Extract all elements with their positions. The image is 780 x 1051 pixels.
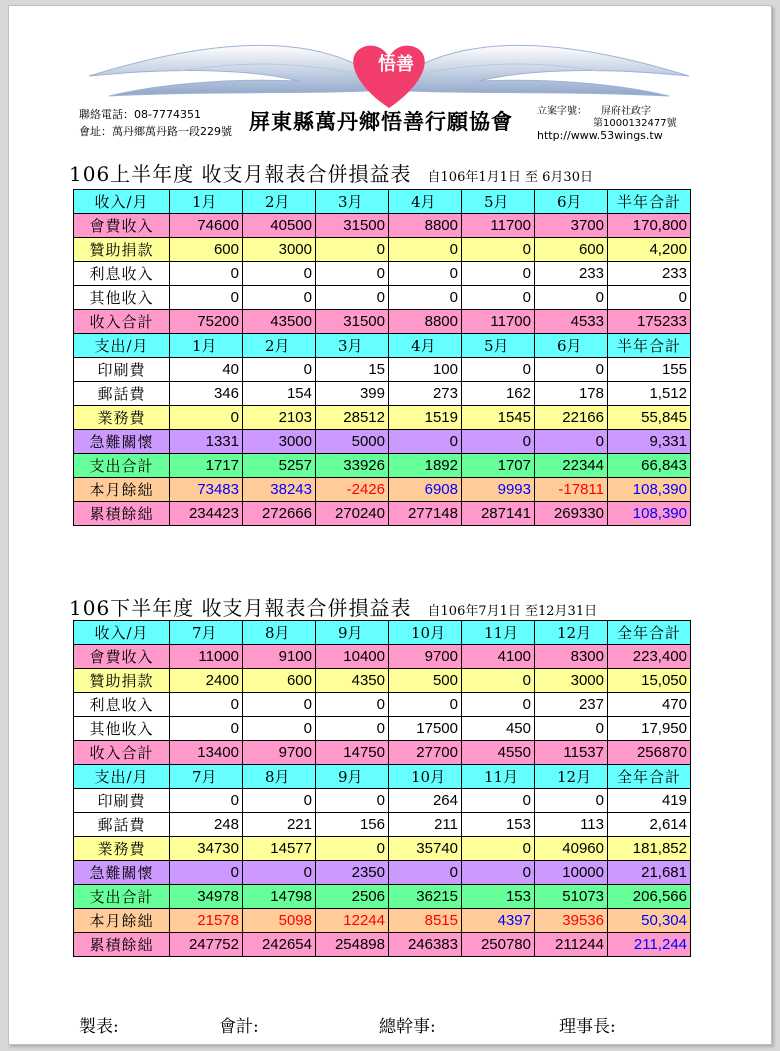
table-cell: 113 [535, 813, 608, 837]
table-cell: 1707 [462, 454, 535, 478]
table-cell: 0 [170, 406, 243, 430]
column-header: 全年合計 [608, 765, 691, 789]
row-label: 急難關懷 [74, 861, 170, 885]
table-cell: 1,512 [608, 382, 691, 406]
row-label: 利息收入 [74, 693, 170, 717]
table-row [74, 382, 691, 406]
table-cell: 10400 [316, 645, 389, 669]
table-cell: 15 [316, 358, 389, 382]
row-label: 累積餘絀 [74, 502, 170, 526]
table-cell: 3700 [535, 214, 608, 238]
table-cell: 36215 [389, 885, 462, 909]
row-label: 累積餘絀 [74, 933, 170, 957]
table-cell: 0 [170, 693, 243, 717]
table-row [74, 789, 691, 813]
row-label: 利息收入 [74, 262, 170, 286]
table-cell: 108,390 [608, 502, 691, 526]
table-cell: 5000 [316, 430, 389, 454]
table-cell: 0 [462, 837, 535, 861]
table-cell: 50,304 [608, 909, 691, 933]
table-cell: 181,852 [608, 837, 691, 861]
table-row [74, 286, 691, 310]
address: 會址：萬丹鄉萬丹路一段229號 [79, 125, 232, 138]
table-cell: 0 [462, 430, 535, 454]
table-cell: 155 [608, 358, 691, 382]
table-cell: 8800 [389, 310, 462, 334]
column-header: 3月 [316, 334, 389, 358]
table-row [74, 406, 691, 430]
table-cell: 223,400 [608, 645, 691, 669]
table-cell: 3000 [535, 669, 608, 693]
table-row [74, 837, 691, 861]
table-cell: 38243 [243, 478, 316, 502]
table-cell: 153 [462, 813, 535, 837]
column-header-label: 支出/月 [74, 334, 170, 358]
table-cell: 28512 [316, 406, 389, 430]
expense-header-row [74, 765, 691, 789]
column-header: 7月 [170, 765, 243, 789]
table-cell: 5098 [243, 909, 316, 933]
column-header: 11月 [462, 765, 535, 789]
table-cell: 0 [535, 286, 608, 310]
table-cell: 0 [462, 358, 535, 382]
table-cell: 4533 [535, 310, 608, 334]
table-cell: 39536 [535, 909, 608, 933]
column-header: 4月 [389, 190, 462, 214]
table-cell: 21,681 [608, 861, 691, 885]
table-cell: 346 [170, 382, 243, 406]
table-cell: 35740 [389, 837, 462, 861]
table-row [74, 454, 691, 478]
table-cell: 3000 [243, 238, 316, 262]
column-header: 8月 [243, 765, 316, 789]
table-row [74, 933, 691, 957]
table-cell: 43500 [243, 310, 316, 334]
table-cell: 270240 [316, 502, 389, 526]
first-half-table [73, 189, 691, 526]
table-row [74, 310, 691, 334]
table-cell: 5257 [243, 454, 316, 478]
column-header: 6月 [535, 334, 608, 358]
table-cell: 10000 [535, 861, 608, 885]
table-cell: 0 [462, 286, 535, 310]
column-header: 全年合計 [608, 621, 691, 645]
column-header-label: 收入/月 [74, 621, 170, 645]
row-label: 收入合計 [74, 741, 170, 765]
table-cell: 287141 [462, 502, 535, 526]
table-cell: 254898 [316, 933, 389, 957]
table-cell: 399 [316, 382, 389, 406]
registration-authority: 屏府社政字 [601, 106, 651, 117]
table-cell: 211244 [535, 933, 608, 957]
table-cell: 40960 [535, 837, 608, 861]
table-cell: 206,566 [608, 885, 691, 909]
letterhead [9, 6, 771, 146]
row-label: 郵話費 [74, 382, 170, 406]
table-cell: 74600 [170, 214, 243, 238]
table-cell: 75200 [170, 310, 243, 334]
table-cell: 0 [535, 430, 608, 454]
table-cell: 0 [462, 669, 535, 693]
table-cell: 55,845 [608, 406, 691, 430]
column-header: 1月 [170, 190, 243, 214]
table-cell: 13400 [170, 741, 243, 765]
table-cell: 600 [243, 669, 316, 693]
table-cell: 272666 [243, 502, 316, 526]
table-cell: 12244 [316, 909, 389, 933]
table-cell: 11700 [462, 214, 535, 238]
table-row [74, 813, 691, 837]
table-cell: 0 [389, 430, 462, 454]
table-cell: 250780 [462, 933, 535, 957]
table-cell: 0 [170, 789, 243, 813]
table-cell: 0 [243, 861, 316, 885]
table-cell: 0 [389, 693, 462, 717]
table-cell: 11700 [462, 310, 535, 334]
table-cell: 237 [535, 693, 608, 717]
table-cell: 1519 [389, 406, 462, 430]
column-header: 6月 [535, 190, 608, 214]
table-cell: 11537 [535, 741, 608, 765]
table-cell: 31500 [316, 310, 389, 334]
table-cell: 0 [535, 789, 608, 813]
row-label: 贊助捐款 [74, 238, 170, 262]
chairman-label: 理事長: [559, 1017, 616, 1037]
accountant-label: 會計: [219, 1017, 259, 1037]
table-cell: 1717 [170, 454, 243, 478]
second-half-table [73, 620, 691, 957]
table-cell: 2400 [170, 669, 243, 693]
table-cell: 40500 [243, 214, 316, 238]
table-cell: 9700 [389, 645, 462, 669]
table-cell: 2350 [316, 861, 389, 885]
table-cell: 4,200 [608, 238, 691, 262]
table-cell: 2103 [243, 406, 316, 430]
table-cell: 0 [389, 861, 462, 885]
row-label: 印刷費 [74, 789, 170, 813]
table-row [74, 741, 691, 765]
table-cell: 0 [535, 358, 608, 382]
table-cell: 0 [462, 693, 535, 717]
table-cell: 0 [462, 238, 535, 262]
column-header: 1月 [170, 334, 243, 358]
table-cell: -2426 [316, 478, 389, 502]
table-row [74, 909, 691, 933]
table-cell: 4350 [316, 669, 389, 693]
table-cell: 40 [170, 358, 243, 382]
column-header: 3月 [316, 190, 389, 214]
first-half-title: 106上半年度 收支月報表合併損益表 [69, 162, 412, 186]
column-header: 5月 [462, 190, 535, 214]
table-row [74, 693, 691, 717]
table-cell: 500 [389, 669, 462, 693]
first-half-title-row [69, 158, 729, 184]
table-row [74, 262, 691, 286]
table-cell: 14577 [243, 837, 316, 861]
column-header: 半年合計 [608, 190, 691, 214]
row-label: 印刷費 [74, 358, 170, 382]
row-label: 本月餘絀 [74, 909, 170, 933]
column-header: 12月 [535, 765, 608, 789]
table-cell: 0 [316, 837, 389, 861]
table-row [74, 717, 691, 741]
table-cell: 15,050 [608, 669, 691, 693]
table-cell: 9993 [462, 478, 535, 502]
table-cell: 0 [170, 717, 243, 741]
table-cell: 0 [316, 789, 389, 813]
expense-header-row [74, 334, 691, 358]
column-header-label: 支出/月 [74, 765, 170, 789]
table-cell: 419 [608, 789, 691, 813]
table-cell: 277148 [389, 502, 462, 526]
row-label: 會費收入 [74, 645, 170, 669]
table-cell: 4550 [462, 741, 535, 765]
table-cell: 2506 [316, 885, 389, 909]
table-cell: 450 [462, 717, 535, 741]
table-row [74, 358, 691, 382]
table-cell: 242654 [243, 933, 316, 957]
second-half-range: 自106年7月1日 至12月31日 [427, 604, 598, 619]
report-page [8, 5, 772, 1045]
organization-name: 屏東縣萬丹鄉悟善行願協會 [249, 109, 513, 134]
table-cell: 0 [243, 789, 316, 813]
table-cell: 269330 [535, 502, 608, 526]
table-cell: 0 [243, 693, 316, 717]
column-header: 11月 [462, 621, 535, 645]
column-header: 9月 [316, 765, 389, 789]
table-cell: 154 [243, 382, 316, 406]
second-half-title-row [69, 592, 729, 618]
table-cell: 9100 [243, 645, 316, 669]
column-header: 2月 [243, 334, 316, 358]
table-cell: 273 [389, 382, 462, 406]
table-cell: 11000 [170, 645, 243, 669]
table-cell: 0 [170, 262, 243, 286]
table-row [74, 238, 691, 262]
table-cell: 22344 [535, 454, 608, 478]
table-cell: 211 [389, 813, 462, 837]
table-cell: 0 [243, 717, 316, 741]
row-label: 贊助捐款 [74, 669, 170, 693]
contact-info [79, 106, 232, 140]
table-cell: 175233 [608, 310, 691, 334]
secretary-label: 總幹事: [379, 1017, 436, 1037]
table-row [74, 885, 691, 909]
table-cell: 2,614 [608, 813, 691, 837]
table-row [74, 478, 691, 502]
table-cell: 0 [316, 238, 389, 262]
table-cell: 51073 [535, 885, 608, 909]
table-cell: 600 [535, 238, 608, 262]
table-cell: 156 [316, 813, 389, 837]
table-cell: 17,950 [608, 717, 691, 741]
column-header: 9月 [316, 621, 389, 645]
table-row [74, 214, 691, 238]
table-cell: 31500 [316, 214, 389, 238]
table-cell: 0 [316, 717, 389, 741]
row-label: 郵話費 [74, 813, 170, 837]
column-header: 10月 [389, 621, 462, 645]
row-label: 其他收入 [74, 286, 170, 310]
table-cell: 600 [170, 238, 243, 262]
row-label: 會費收入 [74, 214, 170, 238]
prepared-by-label: 製表: [79, 1017, 119, 1037]
table-cell: 3000 [243, 430, 316, 454]
table-cell: 108,390 [608, 478, 691, 502]
table-cell: 0 [243, 358, 316, 382]
phone-number: 聯絡電話：08-7774351 [79, 108, 201, 121]
table-cell: 1331 [170, 430, 243, 454]
table-cell: 256870 [608, 741, 691, 765]
table-row [74, 645, 691, 669]
table-row [74, 502, 691, 526]
table-cell: 0 [389, 262, 462, 286]
table-cell: 0 [462, 861, 535, 885]
table-cell: 221 [243, 813, 316, 837]
column-header: 7月 [170, 621, 243, 645]
table-cell: 234423 [170, 502, 243, 526]
row-label: 業務費 [74, 837, 170, 861]
logo-text: 悟善 [378, 54, 414, 75]
column-header: 8月 [243, 621, 316, 645]
table-cell: 247752 [170, 933, 243, 957]
table-cell: 17500 [389, 717, 462, 741]
column-header: 10月 [389, 765, 462, 789]
table-cell: 248 [170, 813, 243, 837]
table-cell: 66,843 [608, 454, 691, 478]
table-cell: 0 [243, 286, 316, 310]
website-url: http://www.53wings.tw [537, 129, 663, 142]
table-cell: 246383 [389, 933, 462, 957]
table-cell: 22166 [535, 406, 608, 430]
table-cell: 0 [389, 286, 462, 310]
table-cell: 0 [535, 717, 608, 741]
income-header-row [74, 190, 691, 214]
table-cell: 9700 [243, 741, 316, 765]
table-cell: 264 [389, 789, 462, 813]
table-cell: 4397 [462, 909, 535, 933]
table-cell: 4100 [462, 645, 535, 669]
table-cell: 33926 [316, 454, 389, 478]
table-cell: 0 [462, 789, 535, 813]
table-cell: 233 [535, 262, 608, 286]
table-cell: 0 [170, 286, 243, 310]
column-header: 2月 [243, 190, 316, 214]
table-cell: 1892 [389, 454, 462, 478]
table-cell: 14798 [243, 885, 316, 909]
first-half-range: 自106年1月1日 至 6月30日 [427, 170, 593, 185]
table-cell: 0 [243, 262, 316, 286]
table-cell: 153 [462, 885, 535, 909]
table-cell: 170,800 [608, 214, 691, 238]
table-row [74, 430, 691, 454]
table-cell: 27700 [389, 741, 462, 765]
signature-row [79, 1012, 699, 1036]
table-cell: 21578 [170, 909, 243, 933]
column-header: 5月 [462, 334, 535, 358]
table-cell: 0 [170, 861, 243, 885]
table-cell: 0 [316, 693, 389, 717]
registration-number: 第1000132477號 [593, 118, 677, 129]
table-row [74, 669, 691, 693]
table-cell: 100 [389, 358, 462, 382]
table-cell: 14750 [316, 741, 389, 765]
income-header-row [74, 621, 691, 645]
row-label: 急難關懷 [74, 430, 170, 454]
row-label: 本月餘絀 [74, 478, 170, 502]
table-cell: 8300 [535, 645, 608, 669]
table-row [74, 861, 691, 885]
table-cell: 9,331 [608, 430, 691, 454]
table-cell: 8515 [389, 909, 462, 933]
table-cell: 34978 [170, 885, 243, 909]
table-cell: 0 [389, 238, 462, 262]
table-cell: 178 [535, 382, 608, 406]
column-header: 4月 [389, 334, 462, 358]
row-label: 支出合計 [74, 885, 170, 909]
column-header: 半年合計 [608, 334, 691, 358]
table-cell: 0 [608, 286, 691, 310]
row-label: 業務費 [74, 406, 170, 430]
table-cell: 6908 [389, 478, 462, 502]
table-cell: 34730 [170, 837, 243, 861]
row-label: 其他收入 [74, 717, 170, 741]
second-half-title: 106下半年度 收支月報表合併損益表 [69, 596, 412, 620]
table-cell: 0 [316, 286, 389, 310]
registration-label: 立案字號： [537, 106, 587, 117]
column-header-label: 收入/月 [74, 190, 170, 214]
registration-info [537, 106, 677, 142]
table-cell: 470 [608, 693, 691, 717]
table-cell: 0 [316, 262, 389, 286]
table-cell: 0 [462, 262, 535, 286]
table-cell: 1545 [462, 406, 535, 430]
table-cell: 211,244 [608, 933, 691, 957]
column-header: 12月 [535, 621, 608, 645]
table-cell: -17811 [535, 478, 608, 502]
table-cell: 162 [462, 382, 535, 406]
row-label: 收入合計 [74, 310, 170, 334]
table-cell: 233 [608, 262, 691, 286]
table-cell: 8800 [389, 214, 462, 238]
row-label: 支出合計 [74, 454, 170, 478]
table-cell: 73483 [170, 478, 243, 502]
